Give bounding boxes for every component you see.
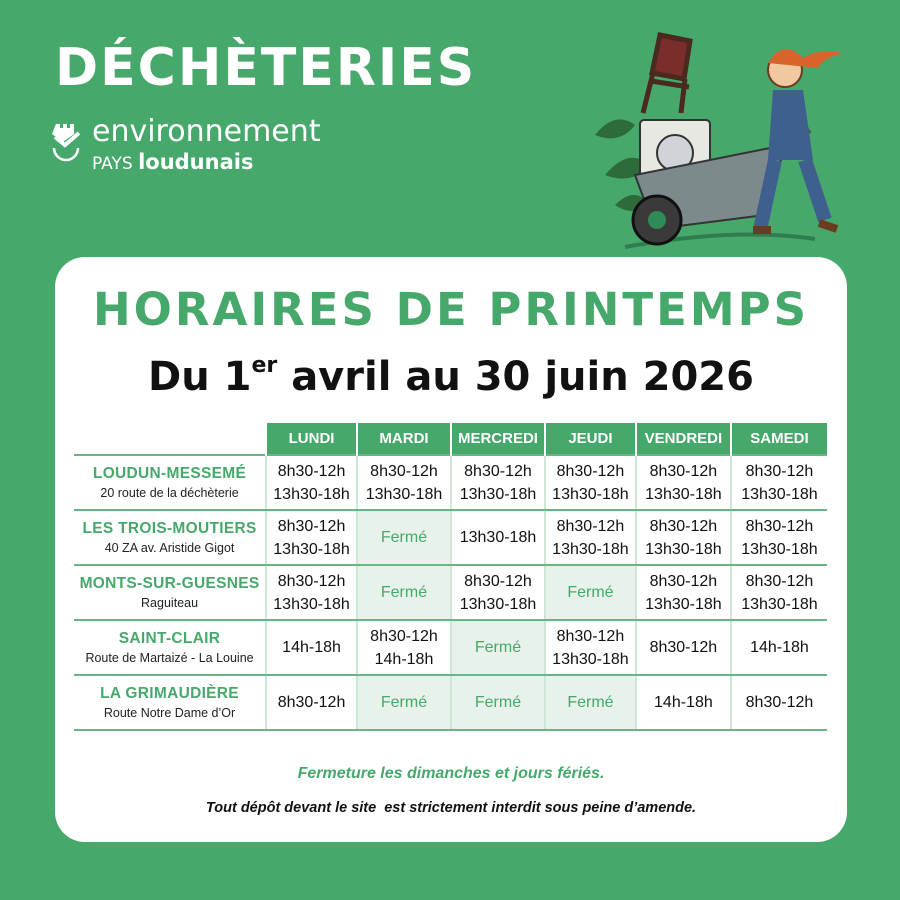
closed-label: Fermé <box>380 584 428 601</box>
hours-text: 8h30-12h <box>649 517 718 535</box>
hours-text: 8h30-12h <box>649 462 718 480</box>
hours-cell <box>636 565 731 620</box>
hours-cell-closed <box>357 510 451 565</box>
hours-cell <box>451 510 545 565</box>
hours-text: 13h30-18h <box>459 595 537 613</box>
hours-text: 8h30-12h <box>277 462 346 480</box>
site-name: SAINT-CLAIR <box>118 630 221 647</box>
hours-cell <box>636 675 731 730</box>
table-header-row <box>74 423 827 455</box>
hours-text: 8h30-12h <box>370 627 438 645</box>
hours-text: 13h30-18h <box>552 485 629 503</box>
hours-text: 8h30-12h <box>745 517 814 535</box>
hours-text: 8h30-12h <box>745 694 814 711</box>
hours-cell <box>731 565 827 620</box>
hours-text: 8h30-12h <box>745 462 814 480</box>
closed-label: Fermé <box>474 694 522 711</box>
warning-note: Tout dépôt devant le site est strictement interdit sous peine d’amende. <box>205 800 697 816</box>
hours-text: 13h30-18h <box>645 485 722 503</box>
site-cell <box>74 510 266 565</box>
hours-cell-closed <box>357 675 451 730</box>
hours-text: 8h30-12h <box>649 572 718 590</box>
hours-text: 8h30-12h <box>556 627 625 645</box>
hours-cell-closed <box>451 675 545 730</box>
castle-check-icon <box>52 122 82 166</box>
hours-text: 14h-18h <box>654 694 713 711</box>
hours-cell-closed <box>357 565 451 620</box>
hours-text: 8h30-12h <box>649 639 718 656</box>
hours-cell <box>731 620 827 675</box>
hours-text: 13h30-18h <box>459 485 537 503</box>
site-name: LES TROIS-MOUTIERS <box>82 520 257 537</box>
hours-cell <box>266 620 357 675</box>
hours-text: 13h30-18h <box>741 485 818 503</box>
page-title: DÉCHÈTERIES <box>55 38 477 98</box>
header-day-lundi: LUNDI <box>266 423 357 455</box>
hours-cell-closed <box>545 565 636 620</box>
logo-line-pays-loudunais <box>92 150 253 174</box>
subtitle-part-end: avril au 30 juin 2026 <box>277 354 754 400</box>
closed-label: Fermé <box>380 529 428 546</box>
logo-loudunais: loudunais <box>138 150 254 174</box>
hours-cell <box>451 565 545 620</box>
hours-text: 8h30-12h <box>745 572 814 590</box>
site-cell <box>74 675 266 730</box>
hours-cell <box>731 510 827 565</box>
table-row <box>74 675 827 730</box>
hours-text: 13h30-18h <box>273 595 350 613</box>
closed-label: Fermé <box>567 584 614 601</box>
site-name: LA GRIMAUDIÈRE <box>100 685 239 702</box>
logo-line-environnement: environnement <box>92 114 321 149</box>
hours-text: 14h-18h <box>750 639 809 656</box>
hours-cell <box>545 455 636 510</box>
table-row <box>74 620 827 675</box>
schedule-table <box>74 423 827 731</box>
site-name: LOUDUN-MESSEMÉ <box>92 465 247 482</box>
site-address: Raguiteau <box>141 596 199 610</box>
card-title: HORAIRES DE PRINTEMPS <box>92 283 809 336</box>
period-subtitle <box>55 353 847 400</box>
schedule-card <box>55 257 847 842</box>
hours-text: 13h30-18h <box>741 540 818 558</box>
hours-text: 13h30-18h <box>552 540 629 558</box>
header-blank <box>74 423 266 455</box>
header-day-mercredi: MERCREDI <box>451 423 545 455</box>
hours-cell <box>266 565 357 620</box>
hours-text: 8h30-12h <box>464 462 532 480</box>
hours-cell <box>545 620 636 675</box>
subtitle-ordinal: er <box>251 353 278 378</box>
site-cell <box>74 455 266 510</box>
header-day-samedi: SAMEDI <box>731 423 827 455</box>
hours-text: 8h30-12h <box>370 462 438 480</box>
closure-note: Fermeture les dimanches et jours fériés. <box>297 765 605 782</box>
hours-cell <box>451 455 545 510</box>
logo-pays: PAYS <box>92 154 139 174</box>
hours-cell <box>266 455 357 510</box>
site-address: 40 ZA av. Aristide Gigot <box>104 541 235 555</box>
hours-text: 8h30-12h <box>556 517 625 535</box>
site-cell <box>74 565 266 620</box>
hours-text: 13h30-18h <box>365 485 443 503</box>
hours-cell-closed <box>451 620 545 675</box>
header-day-mardi: MARDI <box>357 423 451 455</box>
site-cell <box>74 620 266 675</box>
site-name: MONTS-SUR-GUESNES <box>79 575 260 592</box>
woman-pushing-wheelbarrow-illustration <box>585 25 855 260</box>
closed-label: Fermé <box>380 694 428 711</box>
hours-text: 13h30-18h <box>273 540 350 558</box>
header-day-vendredi: VENDREDI <box>636 423 731 455</box>
hours-text: 8h30-12h <box>277 572 346 590</box>
table-row <box>74 455 827 510</box>
header-day-jeudi: JEUDI <box>545 423 636 455</box>
site-address: 20 route de la déchèterie <box>100 486 239 500</box>
closed-label: Fermé <box>567 694 614 711</box>
site-address: Route de Martaizé - La Louine <box>85 651 254 665</box>
hours-cell <box>357 455 451 510</box>
hours-cell <box>731 455 827 510</box>
table-row <box>74 565 827 620</box>
hours-text: 13h30-18h <box>459 529 537 546</box>
hours-text: 13h30-18h <box>552 650 629 668</box>
hours-text: 14h-18h <box>374 650 434 668</box>
hours-text: 14h-18h <box>282 639 341 656</box>
hours-cell <box>731 675 827 730</box>
hours-text: 13h30-18h <box>645 595 722 613</box>
hours-text: 8h30-12h <box>464 572 532 590</box>
hours-cell <box>357 620 451 675</box>
site-address: Route Notre Dame d’Or <box>103 706 236 720</box>
hours-cell <box>266 510 357 565</box>
schedule-body <box>74 455 827 730</box>
hours-cell <box>266 675 357 730</box>
hours-text: 8h30-12h <box>556 462 625 480</box>
hours-text: 13h30-18h <box>273 485 350 503</box>
hours-cell-closed <box>545 675 636 730</box>
closed-label: Fermé <box>474 639 522 656</box>
subtitle-part-start: Du 1 <box>148 354 252 400</box>
hours-text: 13h30-18h <box>741 595 818 613</box>
table-row <box>74 510 827 565</box>
hours-cell <box>545 510 636 565</box>
hours-text: 8h30-12h <box>277 694 346 711</box>
hours-text: 13h30-18h <box>645 540 722 558</box>
hours-cell <box>636 510 731 565</box>
hours-cell <box>636 455 731 510</box>
hours-cell <box>636 620 731 675</box>
hours-text: 8h30-12h <box>277 517 346 535</box>
